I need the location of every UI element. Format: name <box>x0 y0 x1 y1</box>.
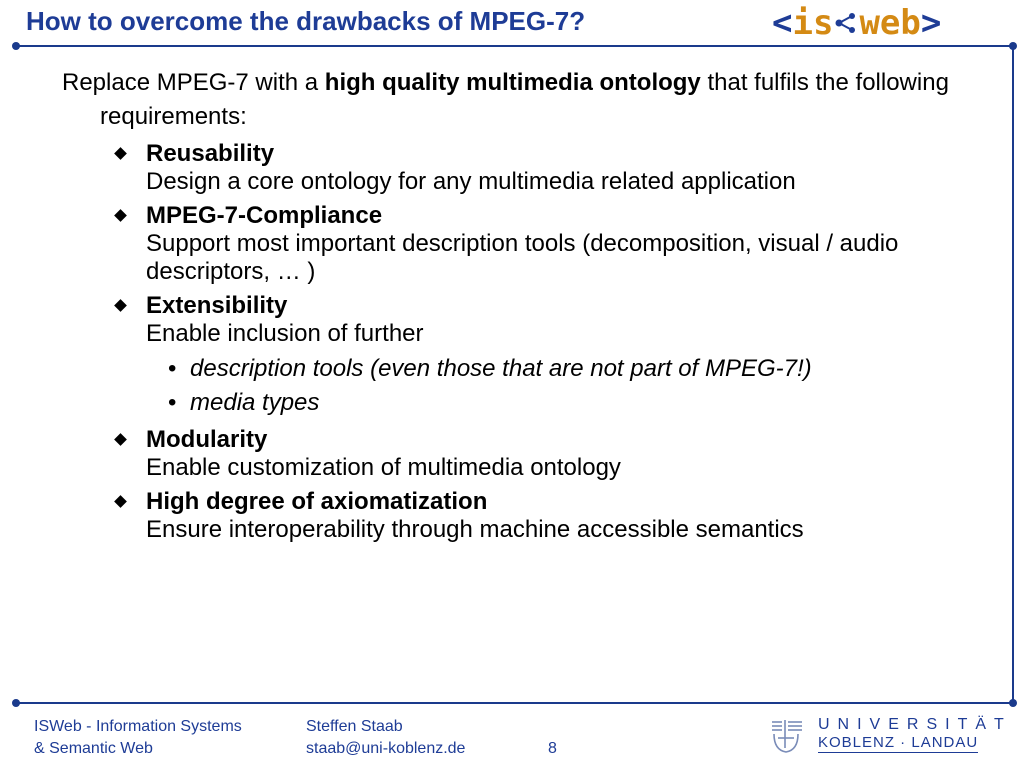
university-name: UNIVERSITÄT <box>818 716 1012 733</box>
diamond-bullet-icon <box>114 433 127 446</box>
corner-dot <box>12 699 20 707</box>
requirement-item <box>146 488 962 544</box>
corner-dot <box>1009 699 1017 707</box>
university-location: KOBLENZ · LANDAU <box>818 734 979 751</box>
requirement-description: Support most important description tools (decomposition, visual / audio descriptors, … ) <box>146 230 899 285</box>
logo-left-bracket: < <box>772 3 793 43</box>
logo-right-bracket: > <box>920 3 942 43</box>
diamond-bullet-icon <box>114 147 127 160</box>
slide-title: How to overcome the drawbacks of MPEG-7? <box>26 6 586 36</box>
intro-prefix: Replace MPEG-7 with a <box>62 69 325 96</box>
top-rule <box>16 45 1014 47</box>
isweb-logo <box>772 4 941 42</box>
right-rule <box>1012 45 1014 703</box>
university-emblem-icon <box>766 716 810 756</box>
requirement-description: Enable inclusion of further <box>146 320 424 347</box>
requirement-item <box>146 202 962 286</box>
sub-list-item <box>168 386 962 420</box>
sub-item-text: description tools (even those that are not part of MPEG-7!) <box>190 355 812 382</box>
corner-dot <box>1009 42 1017 50</box>
requirement-name: Reusability <box>146 140 275 167</box>
requirements-list <box>62 140 962 544</box>
diamond-bullet-icon <box>114 209 127 222</box>
intro-emphasis: high quality multimedia ontology <box>324 69 701 96</box>
logo-web-text: web <box>859 3 921 43</box>
requirement-item <box>146 426 962 482</box>
requirement-description: Design a core ontology for any multimedia related application <box>146 168 796 195</box>
requirement-sublist <box>146 352 962 420</box>
footer-author-name: Steffen Staab <box>306 718 403 735</box>
sub-list-item <box>168 352 962 386</box>
diamond-bullet-icon <box>114 495 127 508</box>
requirement-description: Enable customization of multimedia ontology <box>146 454 621 481</box>
dot-bullet-icon: • <box>168 389 177 416</box>
footer-author <box>306 716 465 760</box>
footer-email: staab@uni-koblenz.de <box>306 740 466 757</box>
requirement-item <box>146 292 962 420</box>
requirement-description: Ensure interoperability through machine accessible semantics <box>146 516 804 543</box>
requirement-name: MPEG-7-Compliance <box>146 202 383 229</box>
bottom-rule <box>16 702 1014 704</box>
footer-group-line2: & Semantic Web <box>34 740 153 757</box>
logo-is-text: is <box>792 3 834 43</box>
requirement-name: High degree of axiomatization <box>146 488 488 515</box>
requirement-name: Modularity <box>146 426 268 453</box>
slide-body <box>62 66 962 550</box>
page-number: 8 <box>548 740 557 757</box>
diamond-bullet-icon <box>114 299 127 312</box>
requirement-name: Extensibility <box>146 292 288 319</box>
footer-group <box>34 716 242 760</box>
intro-paragraph <box>62 66 962 134</box>
requirement-item <box>146 140 962 196</box>
dot-bullet-icon: • <box>168 355 177 382</box>
intro-suffix: that fulfils the following requirements: <box>100 69 949 130</box>
footer-group-line1: ISWeb - Information Systems <box>34 718 242 735</box>
university-logo <box>766 716 1012 756</box>
share-graph-icon <box>835 12 857 34</box>
sub-item-text: media types <box>190 389 320 416</box>
corner-dot <box>12 42 20 50</box>
